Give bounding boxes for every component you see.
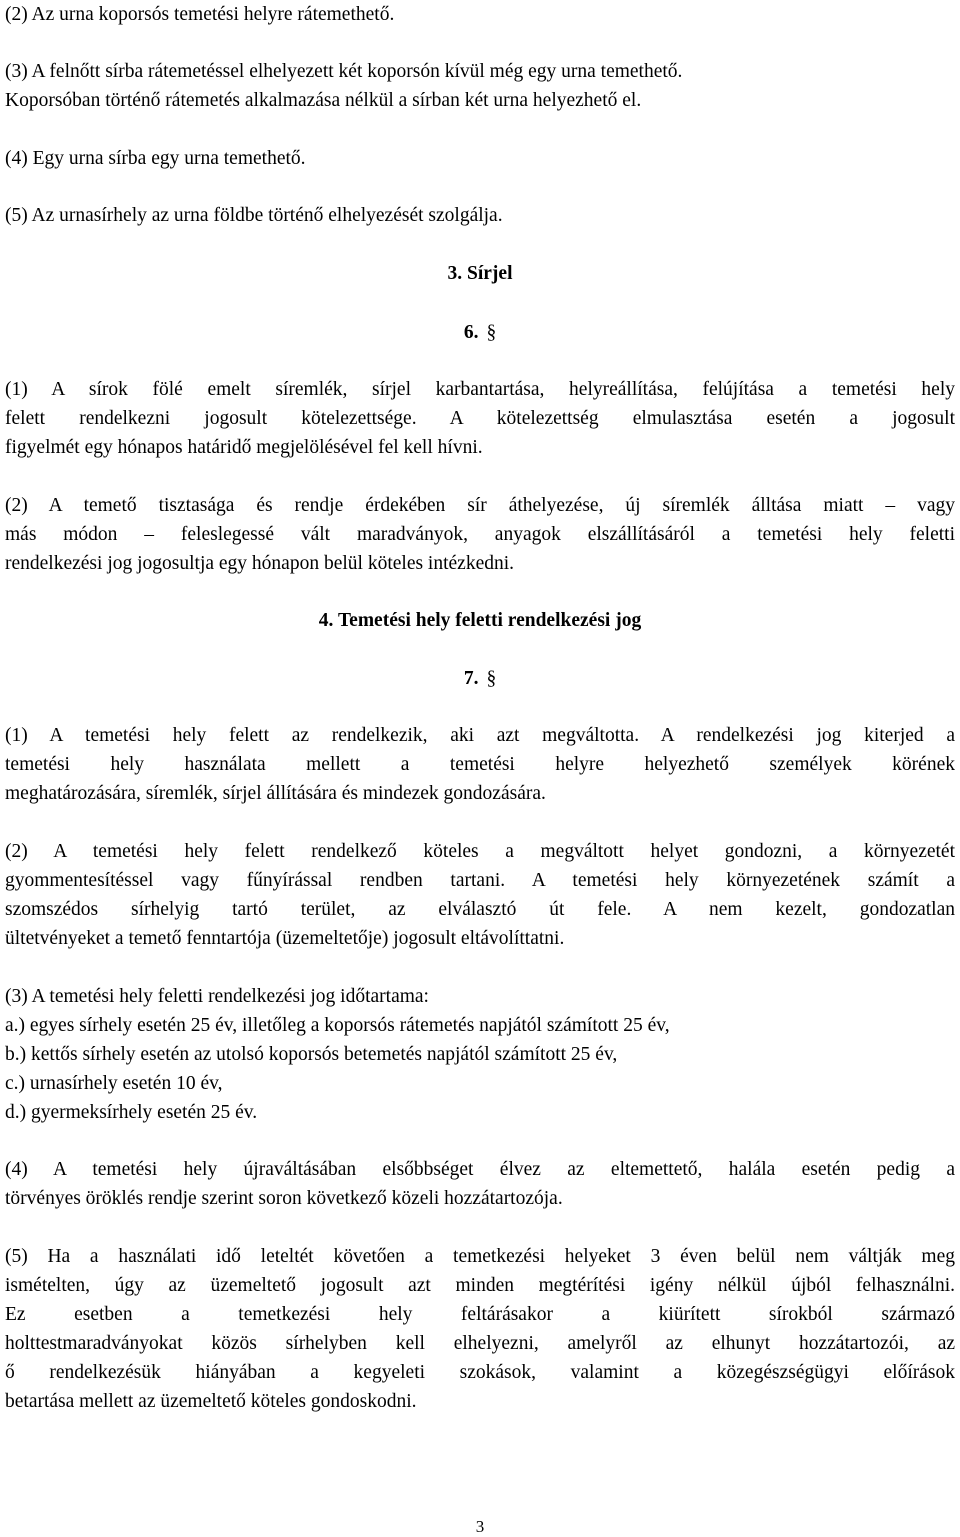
text-line: (2) Az urna koporsós temetési helyre rátemethető. — [5, 4, 395, 25]
paragraph-3-adult-grave — [5, 57, 955, 115]
text-line: figyelmét egy hónapos határidő megjelölésével fel kell hívni. — [5, 437, 483, 458]
text-line: ismételten, úgy az üzemeltető jogosult azt minden megtérítési igény nélkül újból felhasználni. — [5, 1275, 955, 1296]
text-line: törvényes öröklés rendje szerint soron következő közeli hozzátartozója. — [5, 1188, 563, 1209]
section-7-paragraph-4 — [5, 1155, 955, 1213]
text-line: szomszédos sírhelyig tartó terület, az elválasztó út fele. A nem kezelt, gondozatlan — [5, 899, 955, 920]
text-line: (5) Az urnasírhely az urna földbe történő elhelyezését szolgálja. — [5, 205, 503, 226]
text-line: temetési hely használata mellett a temetési helyre helyezhető személyek körének — [5, 754, 955, 775]
list-item: b.) kettős sírhely esetén az utolsó koporsós betemetés napjától számított 25 év, — [5, 1044, 618, 1065]
paragraph-4-urn-grave — [5, 144, 955, 173]
section-number-text: 6. — [463, 322, 479, 343]
section-6-paragraph-2 — [5, 491, 955, 578]
text-line: ültetvényeket a temető fenntartója (üzemeltetője) jogosult eltávolíttatni. — [5, 928, 565, 949]
text-line: (5) Ha a használati idő leteltét követően a temetkezési helyeket 3 éven belül nem váltják meg — [5, 1246, 955, 1267]
text-line: (4) Egy urna sírba egy urna temethető. — [5, 148, 306, 169]
heading-text: 4. Temetési hely feletti rendelkezési jog — [318, 610, 642, 631]
text-line: (4) A temetési hely újraváltásában elsőbbséget élvez az eltemettető, halála esetén pedig a — [5, 1159, 955, 1180]
section-number — [5, 318, 955, 347]
section-6-heading — [5, 318, 955, 347]
section-7-paragraph-1 — [5, 721, 955, 808]
paragraph-5-urn-site — [5, 201, 955, 230]
text-line: rendelkezési jog jogosultja egy hónapon belül köteles intézkedni. — [5, 553, 515, 574]
text-line: holttestmaradványokat közös sírhelyben kell elhelyezni, amelyről az elhunyt hozzátartozói, az — [5, 1333, 955, 1354]
section-sign-icon: § — [486, 668, 497, 689]
chapter-heading-4 — [5, 606, 955, 635]
text-line: más módon – feleslegessé vált maradványok, anyagok elszállításáról a temetési hely feletti — [5, 524, 955, 545]
list-item: c.) urnasírhely esetén 10 év, — [5, 1073, 223, 1094]
section-6-paragraph-1 — [5, 375, 955, 462]
text-line: (2) A temető tisztasága és rendje érdekében sír áthelyezése, új síremlék álltása miatt – vagy — [5, 495, 955, 516]
list-item: a.) egyes sírhely esetén 25 év, illetőleg a koporsós rátemetés napjától számított 25 év, — [5, 1015, 670, 1036]
text-line: Ez esetben a temetkezési hely feltárásakor a kiürített sírokból származó — [5, 1304, 955, 1325]
text-line: (3) A temetési hely feletti rendelkezési jog időtartama: — [5, 986, 429, 1007]
text-line: gyommentesítéssel vagy fűnyírással rendben tartani. A temetési hely környezetének számít a — [5, 870, 955, 891]
text-line: (1) A sírok fölé emelt síremlék, sírjel karbantartása, helyreállítása, felújítása a temetési hely — [5, 379, 955, 400]
section-number-text: 7. — [463, 668, 479, 689]
text-line: (2) A temetési hely felett rendelkező köteles a megváltott helyet gondozni, a környezetét — [5, 841, 955, 862]
paragraph-2-urn — [5, 0, 955, 29]
text-line: Koporsóban történő rátemetés alkalmazása nélkül a sírban két urna helyezhető el. — [5, 90, 642, 111]
text-line: (3) A felnőtt sírba rátemetéssel elhelyezett két koporsón kívül még egy urna temethető. — [5, 61, 683, 82]
page-number: 3 — [475, 1517, 485, 1536]
section-sign-icon: § — [486, 322, 497, 343]
chapter-heading-3 — [5, 259, 955, 288]
text-line: ő rendelkezésük hiányában a kegyeleti szokások, valamint a közegészségügyi előírások — [5, 1362, 955, 1383]
text-line: betartása mellett az üzemeltető köteles gondoskodni. — [5, 1391, 417, 1412]
section-number — [5, 664, 955, 693]
heading-text: 3. Sírjel — [447, 263, 513, 284]
list-item: d.) gyermeksírhely esetén 25 év. — [5, 1102, 258, 1123]
section-7-paragraph-3 — [5, 982, 955, 1127]
text-line: (1) A temetési hely felett az rendelkezik, aki azt megváltotta. A rendelkezési jog kiterjed a — [5, 725, 955, 746]
text-line: felett rendelkezni jogosult kötelezettsége. A kötelezettség elmulasztása esetén a jogosult — [5, 408, 955, 429]
section-7-paragraph-5 — [5, 1242, 955, 1416]
section-7-heading — [5, 664, 955, 693]
text-line: meghatározására, síremlék, sírjel állítására és mindezek gondozására. — [5, 783, 546, 804]
section-7-paragraph-2 — [5, 837, 955, 953]
